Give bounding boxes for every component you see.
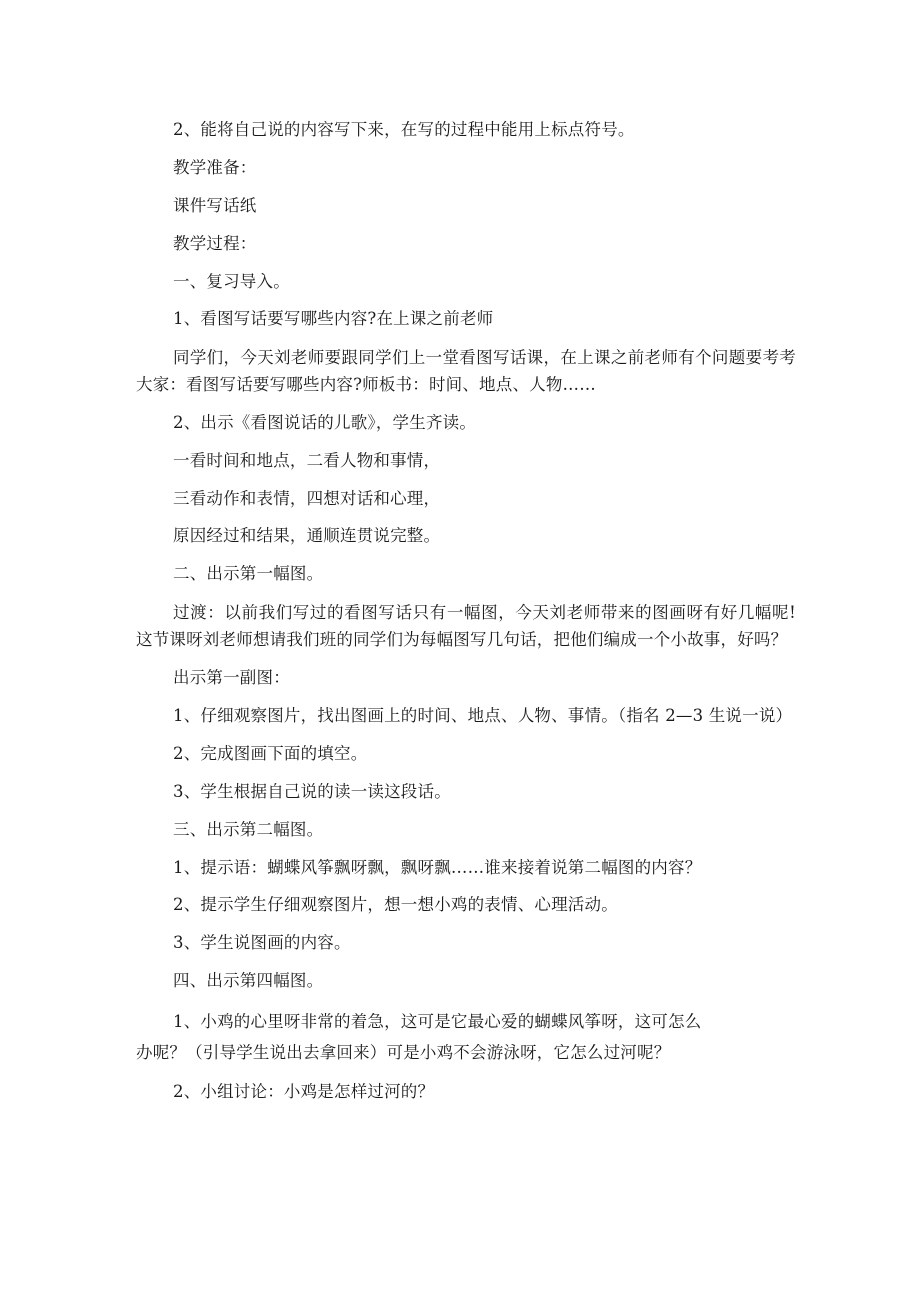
paragraph-materials: 课件写话纸 (173, 195, 257, 215)
paragraph-goal-2: 2、能将自己说的内容写下来，在写的过程中能用上标点符号。 (173, 120, 635, 139)
paragraph-picture-4-step-1-line-2: 办呢？（引导学生说出去拿回来）可是小鸡不会游泳呀，它怎么过河呢？ (136, 1043, 671, 1063)
paragraph-picture-2-step-3: 3、学生说图画的内容。 (173, 933, 351, 953)
paragraph-transition: 过渡：以前我们写过的看图写话只有一幅图，今天刘老师带来的图画呀有好几幅呢!这节课呀刘老师想请我们班的同学们为每幅图写几句话，把他们编成一个小故事，好吗？ (136, 603, 796, 650)
poem-line-3: 原因经过和结果，通顺连贯说完整。 (173, 526, 441, 546)
paragraph-picture-2-step-1: 1、提示语：蝴蝶风筝飘呀飘，飘呀飘……谁来接着说第二幅图的内容？ (173, 857, 702, 877)
paragraph-picture-1-step-1: 1、仔细观察图片，找出图画上的时间、地点、人物、事情。（指名 2—3 生说一说） (173, 706, 793, 726)
paragraph-teaching-process-heading: 教学过程： (173, 233, 257, 253)
section-heading-picture-2: 三、出示第二幅图。 (173, 819, 324, 839)
poem-line-1: 一看时间和地点，二看人物和事情， (173, 450, 441, 470)
paragraph-review-intro: 同学们，今天刘老师要跟同学们上一堂看图写话课，在上课之前老师有个问题要考考大家：看图写话要写哪些内容?师板书：时间、地点、人物…… (136, 348, 796, 395)
paragraph-review-1: 1、看图写话要写哪些内容?在上课之前老师 (173, 309, 494, 329)
document-body (136, 117, 796, 1117)
section-heading-review: 一、复习导入。 (173, 271, 290, 291)
paragraph-picture-4-step-2: 2、小组讨论：小鸡是怎样过河的？ (173, 1082, 435, 1102)
paragraph-picture-2-step-2: 2、提示学生仔细观察图片，想一想小鸡的表情、心理活动。 (173, 895, 618, 915)
paragraph-teaching-preparation-heading: 教学准备： (173, 157, 257, 177)
section-heading-picture-1: 二、出示第一幅图。 (173, 564, 324, 584)
paragraph-show-picture-1: 出示第一副图： (173, 667, 290, 687)
paragraph-picture-4-step-1-line-1: 1、小鸡的心里呀非常的着急，这可是它最心爱的蝴蝶风筝呀，这可怎么 (173, 1012, 702, 1032)
paragraph-picture-1-step-3: 3、学生根据自己说的读一读这段话。 (173, 781, 451, 801)
poem-line-2: 三看动作和表情，四想对话和心理， (173, 488, 441, 508)
section-heading-picture-4: 四、出示第四幅图。 (173, 971, 324, 991)
paragraph-review-2: 2、出示《看图说话的儿歌》，学生齐读。 (173, 412, 477, 432)
paragraph-picture-4-step-1 (136, 1006, 796, 1068)
paragraph-picture-1-step-2: 2、完成图画下面的填空。 (173, 743, 368, 763)
